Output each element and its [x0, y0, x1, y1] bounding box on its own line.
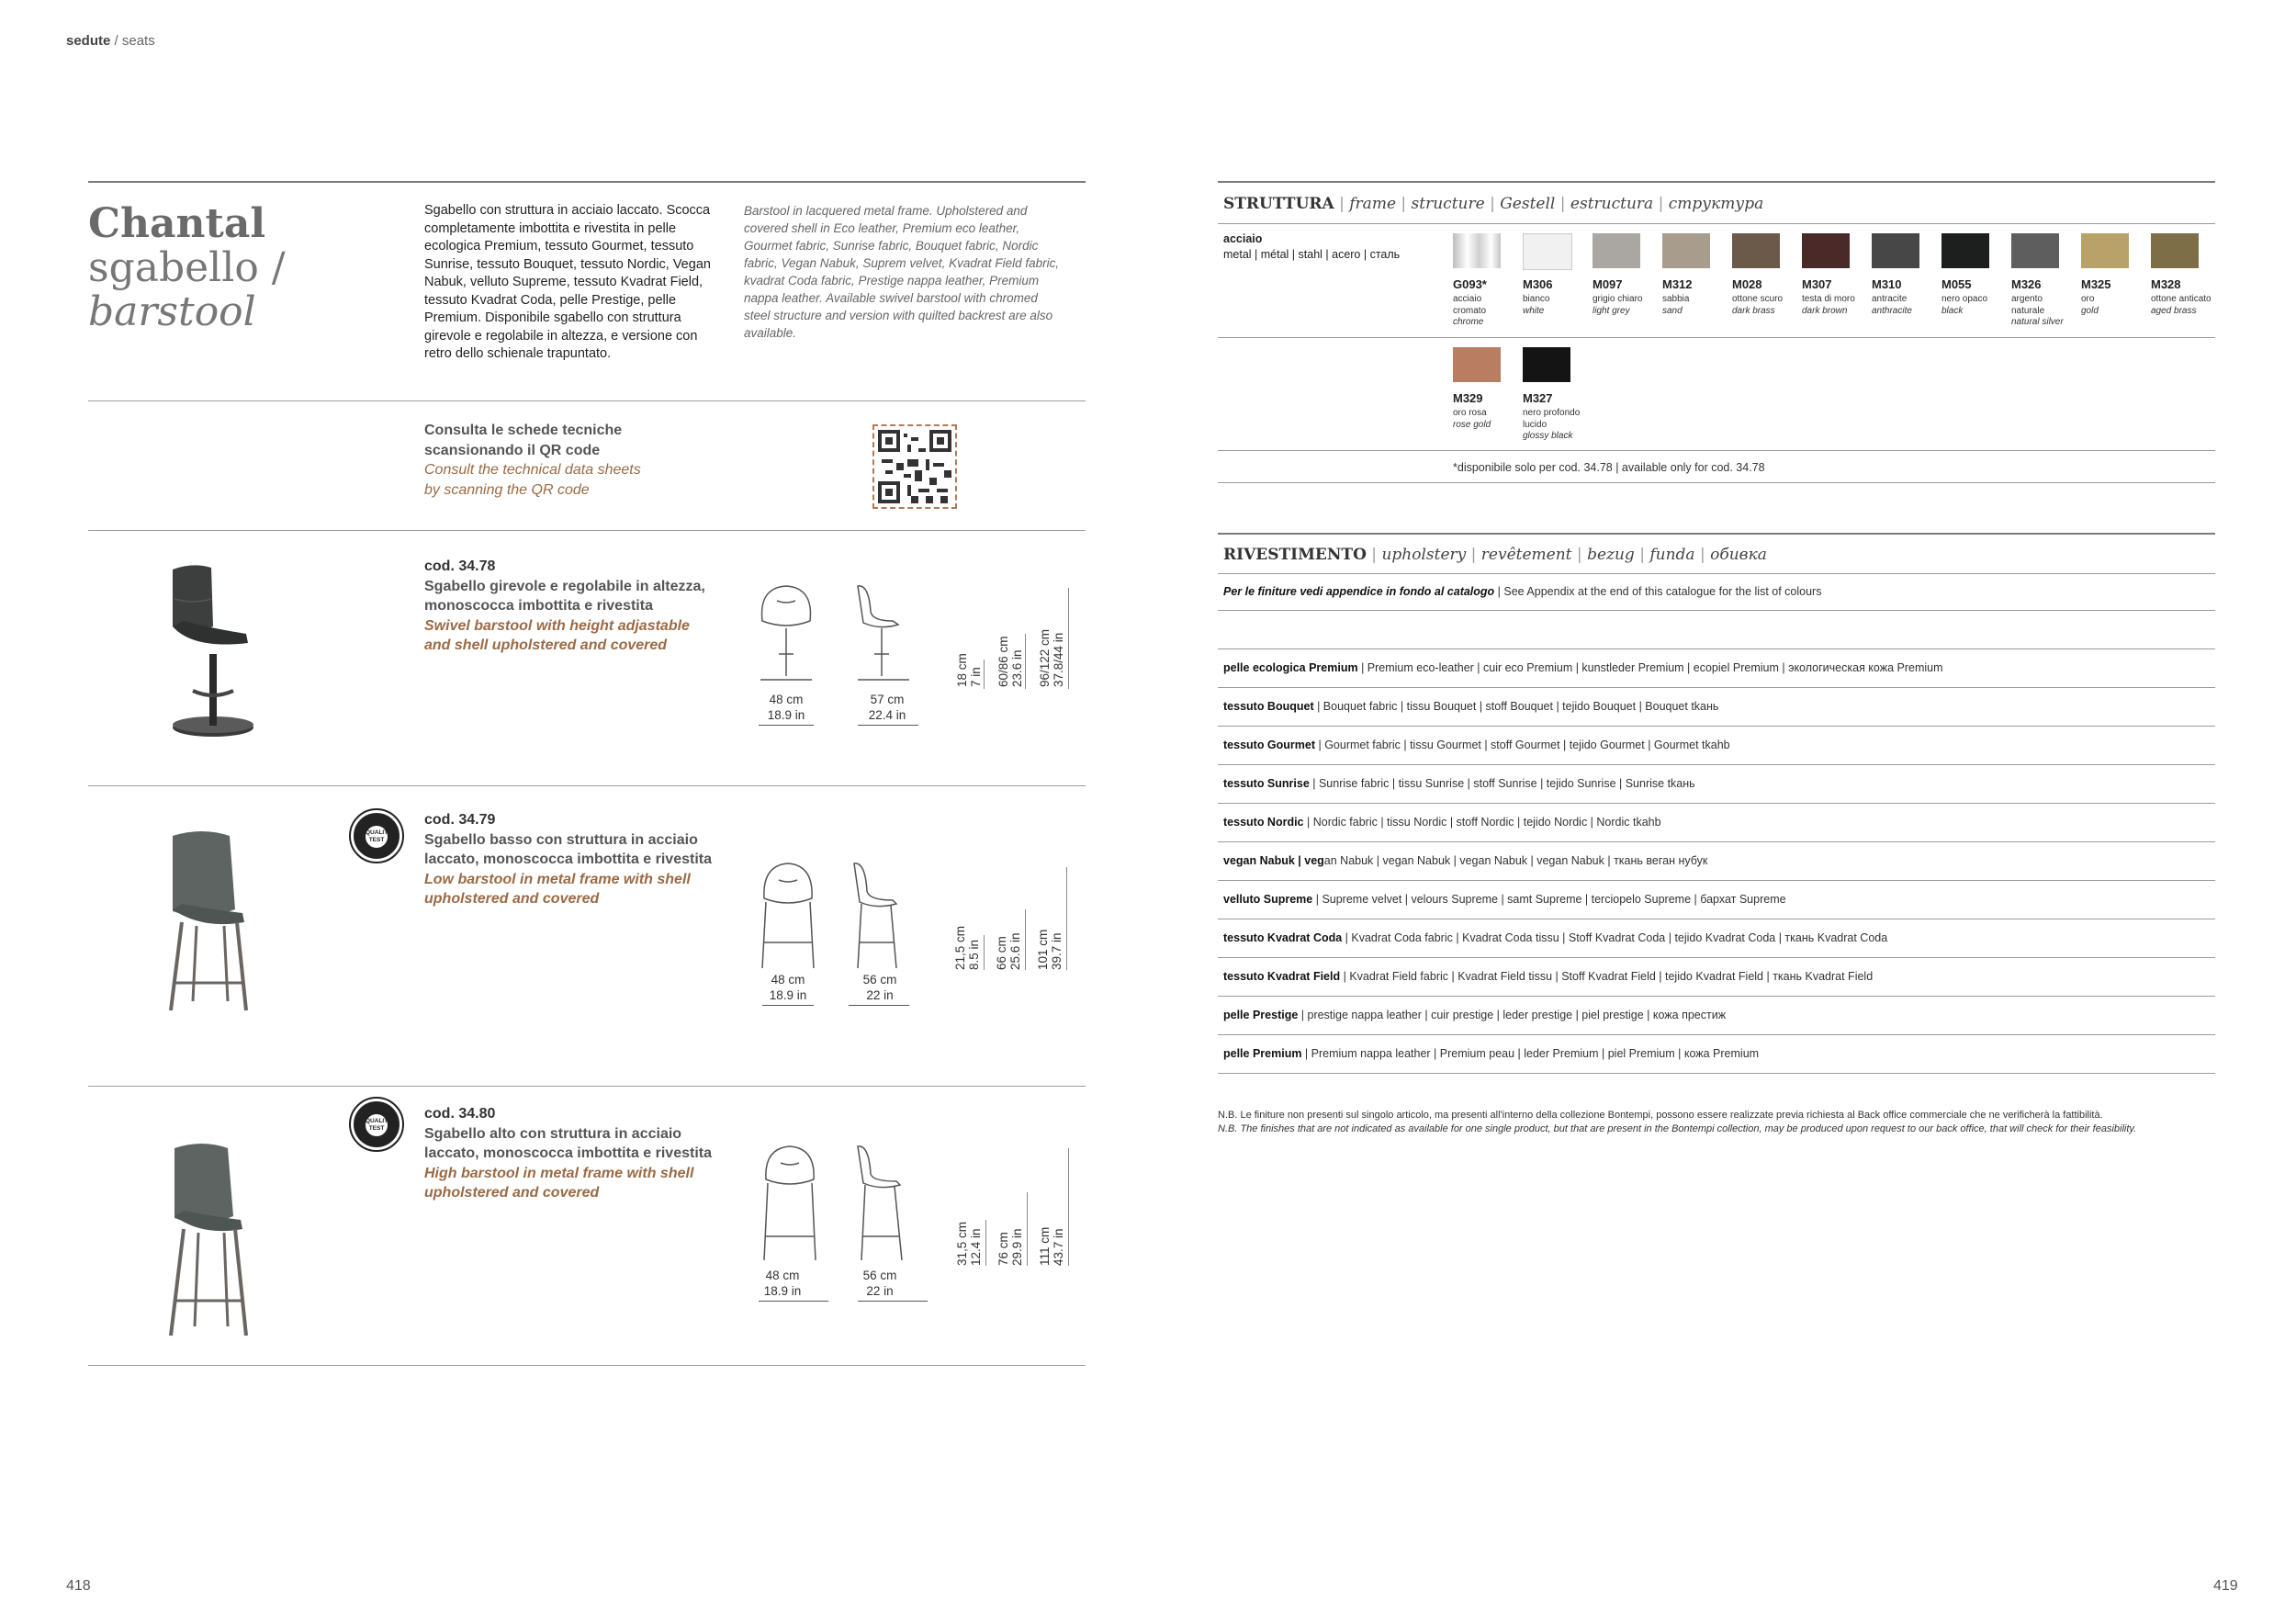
- finish-code: M312: [1662, 277, 1693, 291]
- finish-code: M329: [1453, 391, 1483, 405]
- finish-code: M306: [1523, 277, 1553, 291]
- dim-line: [849, 1005, 909, 1006]
- variant-3-h2: 76 cm 29.9 in: [996, 1228, 1024, 1266]
- divider: [1218, 337, 2215, 338]
- divider: [1218, 610, 2215, 611]
- finish-swatch-g093: [1453, 233, 1501, 268]
- divider: [1218, 996, 2215, 997]
- divider: [88, 530, 1086, 531]
- finish-code: M097: [1593, 277, 1623, 291]
- divider: [1218, 687, 2215, 688]
- variant-3-h3: 111 cm 43.7 in: [1038, 1226, 1065, 1266]
- finish-name: sabbia sand: [1662, 294, 1690, 316]
- variant-2-text: cod. 34.79 Sgabello basso con struttura in acciaio laccato, monoscocca imbottita e rivestita Low barstool in metal frame with shell upholstered and covered: [424, 812, 712, 907]
- description-it: Sgabello con struttura in acciaio laccato. Scocca completamente imbottita e rivestita in pelle ecologica Premium, tessuto Gourmet, tessuto Sunrise, tessuto Bouquet, tessuto Nordic, Vegan Nabuk, velluto Supreme, tessuto Kvadrat Field, tessuto Kvadrat Coda, pelle Prestige, pelle Premium. Disponibile sgabello con struttura girevole e regolabile in altezza, e versione con retro dello schienale trapuntato.: [424, 203, 711, 361]
- dim-line: [759, 1301, 828, 1302]
- variant-1-side-drawing: [852, 584, 918, 690]
- divider: [88, 1365, 1086, 1366]
- appendix-note: Per le finiture vedi appendice in fondo al catalogo | See Appendix at the end of this catalogue for the list of colours: [1223, 585, 1822, 598]
- divider: [1218, 181, 2215, 183]
- variant-3-width: 48 cm 18.9 in: [763, 1269, 802, 1298]
- finish-name: grigio chiaro light grey: [1593, 294, 1643, 316]
- finish-swatch-m307: [1802, 233, 1850, 268]
- dim-line: [1066, 867, 1067, 970]
- breadcrumb: sedute / seats: [66, 33, 155, 49]
- availability-note: *disponibile solo per cod. 34.78 | available only for cod. 34.78: [1453, 461, 1765, 474]
- quality-test-badge: QUALITY TEST: [351, 810, 402, 862]
- upholstery-row: velluto Supreme | Supreme velvet | velours Supreme | samt Supreme | terciopelo Supreme | бархат Supreme: [1223, 893, 1786, 906]
- upholstery-title: RIVESTIMENTO | upholstery | revêtement | bezug | funda | обивка: [1223, 546, 1767, 564]
- description-en: Barstool in lacquered metal frame. Upholstered and covered shell in Eco leather, Premium eco leather, Gourmet fabric, Sunrise fabric, Bouquet fabric, Nordic fabric, Vegan Nabuk, Suprem velvet, Kvadrat Field fabric, kvadrat Coda fabric, Prestige nappa leather, Premium nappa leather. Available swivel barstool with chromed steel structure and version with quilted backrest are also available.: [744, 204, 1060, 340]
- qr-code[interactable]: [872, 424, 957, 509]
- variant-3-h1: 31,5 cm 12.4 in: [955, 1221, 983, 1266]
- upholstery-row: pelle ecologica Premium | Premium eco-leather | cuir eco Premium | kunstleder Premium | ecopiel Premium | экологическая кожа Premium: [1223, 661, 1943, 674]
- dim-line: [1025, 634, 1026, 689]
- upholstery-row: tessuto Gourmet | Gourmet fabric | tissu Gourmet | stoff Gourmet | tejido Gourmet | Gourmet tkahb: [1223, 739, 1730, 751]
- finish-name: oro gold: [2081, 294, 2099, 316]
- finish-swatch-m028: [1732, 233, 1780, 268]
- finish-name: bianco white: [1523, 294, 1550, 316]
- finish-name: nero opaco black: [1941, 294, 1988, 316]
- upholstery-row: vegan Nabuk | vegan Nabuk | vegan Nabuk | vegan Nabuk | vegan Nabuk | ткань веган нубук: [1223, 854, 1708, 867]
- variant-2-width: 48 cm 18.9 in: [769, 973, 807, 1002]
- upholstery-row: tessuto Kvadrat Coda | Kvadrat Coda fabric | Kvadrat Coda tissu | Stoff Kvadrat Coda | tejido Kvadrat Coda | ткань Kvadrat Coda: [1223, 931, 1888, 944]
- finish-swatch-m097: [1593, 233, 1640, 268]
- dim-line: [858, 725, 918, 726]
- upholstery-row: pelle Prestige | prestige nappa leather | cuir prestige | leder prestige | piel prestige | кожа престиж: [1223, 1009, 1727, 1021]
- variant-2-h3: 101 cm 39.7 in: [1036, 929, 1064, 970]
- nb-note-en: N.B. The finishes that are not indicated as available for one single product, but that are present in the Bontempi collection, may be produced upon request to our back office, that will check for their feasibility.: [1218, 1123, 2137, 1134]
- dim-line: [762, 1005, 814, 1006]
- dim-line: [984, 660, 985, 689]
- finish-code: M310: [1872, 277, 1902, 291]
- divider: [1218, 803, 2215, 804]
- variant-1-h3: 96/122 cm 37.8/44 in: [1038, 628, 1065, 687]
- dim-line: [1025, 909, 1026, 970]
- dim-line: [1027, 1192, 1028, 1266]
- finish-name: antracite anthracite: [1872, 294, 1912, 316]
- product-image-high: [162, 1139, 263, 1346]
- finish-swatch-m310: [1872, 233, 1919, 268]
- variant-1-front-drawing: [753, 584, 819, 690]
- structure-title: STRUTTURA | frame | structure | Gestell | estructura | структура: [1223, 195, 1764, 213]
- finish-swatch-m055: [1941, 233, 1989, 268]
- finish-swatch-m329: [1453, 347, 1501, 382]
- finish-name: nero profondo lucido glossy black: [1523, 408, 1581, 441]
- variant-2-depth: 56 cm 22 in: [862, 973, 897, 1002]
- upholstery-row: tessuto Kvadrat Field | Kvadrat Field fabric | Kvadrat Field tissu | Stoff Kvadrat Field | tejido Kvadrat Field | ткань Kvadrat Field: [1223, 970, 1874, 983]
- divider: [1218, 533, 2215, 535]
- product-type-en: barstool: [88, 288, 256, 335]
- variant-2-h1: 21,5 cm 8.5 in: [953, 925, 981, 970]
- upholstery-row: pelle Premium | Premium nappa leather | Premium peau | leder Premium | piel Premium | кожа Premium: [1223, 1047, 1760, 1060]
- upholstery-row: tessuto Bouquet | Bouquet fabric | tissu Bouquet | stoff Bouquet | tejido Bouquet | Bouquet tkaнь: [1223, 700, 1719, 713]
- variant-3-text: cod. 34.80 Sgabello alto con struttura in acciaio laccato, monoscocca imbottita e rivestita High barstool in metal frame with shell upholstered and covered: [424, 1106, 712, 1201]
- quality-test-badge: QUALITY TEST: [351, 1099, 402, 1150]
- dim-line: [984, 935, 985, 970]
- finish-name: ottone scuro dark brass: [1732, 294, 1784, 316]
- finish-swatch-m325: [2081, 233, 2129, 268]
- variant-2-front-drawing: [759, 862, 817, 976]
- divider: [1218, 450, 2215, 451]
- finish-swatch-m312: [1662, 233, 1710, 268]
- product-image-swivel: [156, 562, 266, 750]
- variant-1-text: cod. 34.78 Sgabello girevole e regolabile in altezza, monoscocca imbottita e rivestita Swivel barstool with height adjastable and shell upholstered and covered: [424, 558, 705, 653]
- product-title: [88, 202, 286, 334]
- dim-line: [858, 1301, 928, 1302]
- finish-code: M327: [1523, 391, 1553, 405]
- finish-code: M055: [1941, 277, 1972, 291]
- page-number-left: 418: [66, 1578, 91, 1594]
- finish-swatch-m328: [2151, 233, 2199, 268]
- product-type-it: sgabello /: [88, 244, 286, 291]
- variant-3-front-drawing: [760, 1145, 819, 1269]
- dim-line: [759, 725, 814, 726]
- variant-3-side-drawing: [852, 1145, 917, 1269]
- variant-3-depth: 56 cm 22 in: [862, 1269, 897, 1298]
- finish-swatch-m306: [1523, 233, 1572, 270]
- divider: [1218, 573, 2215, 574]
- upholstery-row: tessuto Sunrise | Sunrise fabric | tissu Sunrise | stoff Sunrise | tejido Sunrise | Sunrise tkaнь: [1223, 777, 1695, 790]
- divider: [1218, 880, 2215, 881]
- variant-1-h1: 18 cm 7 in: [955, 653, 983, 687]
- dim-line: [1068, 588, 1069, 689]
- finish-name: testa di moro dark brown: [1802, 294, 1855, 316]
- finish-name: oro rosa rose gold: [1453, 408, 1491, 430]
- variant-1-depth: 57 cm 22.4 in: [868, 693, 906, 722]
- finish-name: ottone anticato aged brass: [2151, 294, 2212, 316]
- finish-code: M326: [2011, 277, 2042, 291]
- variant-2-side-drawing: [849, 862, 913, 976]
- upholstery-row: tessuto Nordic | Nordic fabric | tissu Nordic | stoff Nordic | tejido Nordic | Nordic tkahb: [1223, 816, 1661, 829]
- divider: [88, 181, 1086, 183]
- material-label: acciaio metal | métal | stahl | acero | сталь: [1223, 232, 1401, 261]
- dim-line: [1068, 1148, 1069, 1266]
- divider: [1218, 841, 2215, 842]
- finish-code: M328: [2151, 277, 2181, 291]
- divider: [1218, 482, 2215, 483]
- finish-name: acciaio cromato chrome: [1453, 294, 1487, 327]
- divider: [1218, 648, 2215, 649]
- finish-swatch-m327: [1523, 347, 1570, 382]
- divider: [88, 400, 1086, 401]
- divider: [1218, 223, 2215, 224]
- finish-swatch-m326: [2011, 233, 2059, 268]
- product-image-low: [156, 827, 266, 1024]
- finish-code: M307: [1802, 277, 1832, 291]
- divider: [1218, 726, 2215, 727]
- page-number-right: 419: [2213, 1578, 2238, 1594]
- finish-code: M028: [1732, 277, 1762, 291]
- finish-name: argento naturale natural silver: [2011, 294, 2064, 327]
- variant-1-width: 48 cm 18.9 in: [767, 693, 805, 722]
- divider: [88, 1086, 1086, 1087]
- divider: [1218, 1073, 2215, 1074]
- nb-note-it: N.B. Le finiture non presenti sul singolo articolo, ma presenti all'interno della collezione Bontempi, possono essere realizzate previa richiesta al Back office commerciale che ne verificherà la fattibilità.: [1218, 1110, 2103, 1121]
- dim-line: [985, 1220, 986, 1266]
- divider: [1218, 957, 2215, 958]
- variant-1-h2: 60/86 cm 23.6 in: [996, 636, 1024, 687]
- divider: [1218, 764, 2215, 765]
- divider: [88, 785, 1086, 786]
- product-name: Chantal: [88, 200, 266, 247]
- consult-block: Consulta le schede tecniche scansionando il QR code Consult the technical data sheets by scanning the QR code: [424, 423, 641, 498]
- divider: [1218, 1034, 2215, 1035]
- variant-2-h2: 66 cm 25.6 in: [995, 932, 1022, 970]
- finish-code: G093*: [1453, 277, 1487, 291]
- finish-code: M325: [2081, 277, 2111, 291]
